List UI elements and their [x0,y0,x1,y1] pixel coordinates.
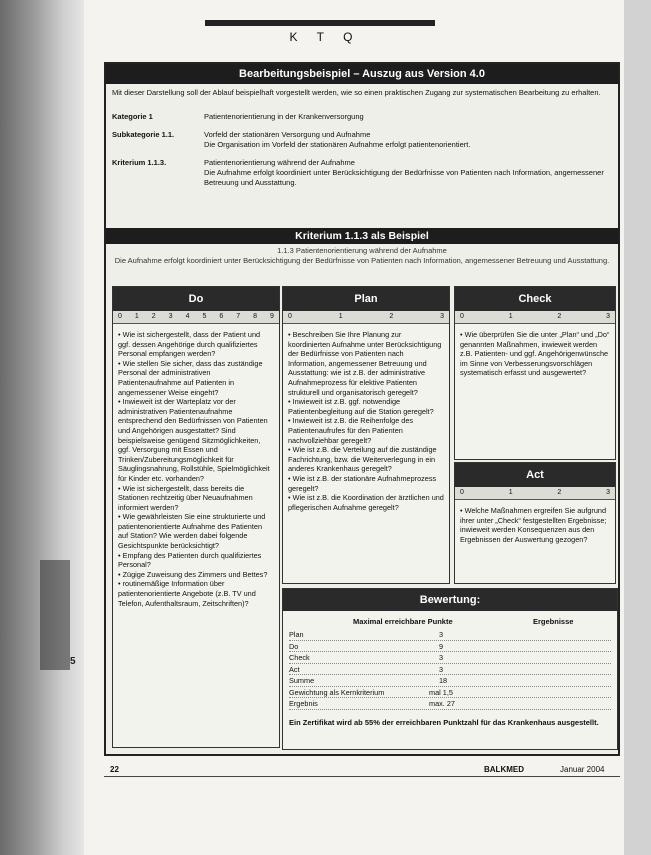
check-title: Check [455,287,615,311]
do-column [112,286,280,748]
row-label: Do [289,641,299,651]
scale-tick: 1 [134,313,139,320]
kategorie-row [106,112,618,122]
plan-title: Plan [283,287,449,311]
scale-tick: 3 [606,313,610,320]
do-questions: • Wie ist sichergestellt, dass der Patient und ggf. dessen Angehörige durch qualifiziertes Personal empfangen werden? • Wie stellen Sie sicher, dass das zuständige Personal der administrativen Patientenaufnahme auf Patienten in angemessener Weise eingeht? • Inwieweit ist der Warteplatz vor der administrativen Patientenaufnahme entsprechend den Bedürfnissen von Patienten und Angehörigen ausgestattet? Sind beispielsweise genügend Sitzmöglichkeiten, ggf. Versorgung mit Essen und Trinken/Zubereitungsmöglichkeit für Säuglingsnahrung, Rollstühle, Spielmöglichkeit für Kinder etc. vorhanden? • Wie ist sichergestellt, dass bereits die Stationen rechtzeitig über Neuaufnahmen informiert werden? • Wie gewährleisten Sie eine strukturierte und patientenorientierte Aufnahme des Patienten auf Station? Wie werden dabei folgende Gesichtspunkte berücksichtigt? • Empfang des Patienten durch qualifiziertes Personal? • Zügige Zuweisung des Zimmers und Bettes? • routinemäßige Information über patientenorientierte Angebote (z.B. TV und Telefon, Aufenthaltsraum, Zeitschriften)? [118,330,270,608]
scale-tick: 2 [557,313,562,320]
bewertung-row [289,698,611,710]
row-value: 3 [439,653,444,662]
scale-tick: 1 [338,313,343,320]
example-box [104,62,620,756]
subkategorie-label: Subkategorie 1.1. [112,130,175,139]
row-label: Gewichtung als Kernkriterium [289,687,385,697]
act-title: Act [455,463,615,487]
bewertung-panel [282,588,618,750]
bewertung-note: Ein Zertifikat wird ab 55% der erreichbaren Punktzahl für das Krankenhaus ausgestellt. [289,717,599,727]
example-title: Kriterium 1.1.3 als Beispiel [106,228,618,244]
row-label: Ergebnis [289,699,318,708]
bewertung-row [289,629,611,641]
check-column [454,286,616,460]
issue-date: Januar 2004 [560,765,605,774]
kategorie-text: Patientenorientierung in der Krankenversorgung [204,112,364,121]
kriterium-text: Patientenorientierung während der Aufnahme Die Aufnahme erfolgt koordiniert unter Berücksichtigung der Bedürfnisse von Patienten nach Information, angemessener Betreuung und Ausstattung. [204,158,604,187]
scale-tick: 0 [460,489,464,496]
row-value: 18 [439,676,448,685]
row-label: Check [289,653,310,662]
page-number: 22 [110,765,119,774]
footer-rule [104,776,620,777]
page-edge [624,0,651,855]
subkategorie-row [106,130,618,150]
bewertung-row [289,664,611,676]
act-scale [455,487,615,500]
scale-tick: 2 [389,313,394,320]
bewertung-row [289,641,611,653]
spine-shadow [40,560,70,670]
running-header: K T Q [289,30,361,44]
scale-tick: 2 [557,489,562,496]
plan-scale [283,311,449,324]
spine-page-number: 5 [70,656,76,667]
book-spine [0,0,84,855]
row-value: 3 [439,630,444,639]
scale-tick: 3 [168,313,173,320]
scale-tick: 0 [118,313,122,320]
row-label: Summe [289,676,315,685]
plan-questions: • Beschreiben Sie Ihre Planung zur koordinierten Aufnahme unter Berücksichtigung der Bedürfnisse von Patienten nach Information, angemessener Betreuung und Ausstattung: wie ist z.B. der administrative Aufnahmeprozess für elektive Patienten strukturell und organisatorisch geregelt? • Inwieweit ist z.B. ggf. notwendige Patientenbegleitung auf die Station geregelt? • Inwieweit ist z.B. die Reihenfolge des Patientenaufrufes für den Patienten nachvollziehbar geregelt? • Wie ist z.B. die Verteilung auf die zuständige Fachrichtung, bzw. die Weiterverlegung in ein anderes Krankenhaus geregelt? • Wie ist z.B. der stationäre Aufnahmeprozess geregelt? • Wie ist z.B. die Koordination der ärztlichen und pflegerischen Aufnahme geregelt? [288,330,444,512]
subkategorie-text: Vorfeld der stationären Versorgung und Aufnahme Die Organisation im Vorfeld der stationären Aufnahme erfolgt patientenorientiert. [204,130,471,149]
bewertung-columns [283,611,617,629]
scale-tick: 8 [253,313,258,320]
scale-tick: 7 [236,313,241,320]
scale-tick: 5 [202,313,207,320]
act-questions: • Welche Maßnahmen ergreifen Sie aufgrund ihrer unter „Check“ festgestellten Ergebnisse; inwieweit werden Konsequenzen aus den Ergebnissen der Auswertung gezogen? [460,506,607,544]
scale-tick: 0 [460,313,464,320]
scale-tick: 9 [270,313,274,320]
scale-tick: 3 [606,489,610,496]
bewertung-title: Bewertung: [283,589,617,611]
col-max-points: Maximal erreichbare Punkte [353,617,453,626]
col-results: Ergebnisse [533,617,574,626]
act-column [454,462,616,584]
row-value: mal 1,5 [429,687,453,697]
scale-tick: 3 [440,313,444,320]
check-scale [455,311,615,324]
intro-text: Mit dieser Darstellung soll der Ablauf beispielhaft vorgestellt werden, wie so einen praktischen Zugang zur systematischen Bearbeitung zu erhalten. [112,88,601,97]
row-value: max. 27 [429,699,455,708]
row-value: 3 [439,664,444,674]
row-label: Act [289,664,300,674]
do-scale [113,311,279,324]
kriterium-label: Kriterium 1.1.3. [112,158,167,167]
scale-tick: 0 [288,313,292,320]
box-title: Bearbeitungsbeispiel – Auszug aus Version 4.0 [106,64,618,84]
scale-tick: 1 [508,489,513,496]
bewertung-row [289,687,611,699]
bewertung-row [289,675,611,687]
bewertung-row [289,652,611,664]
do-title: Do [113,287,279,311]
check-questions: • Wie überprüfen Sie die unter „Plan“ und „Do“ genannten Maßnahmen, inwieweit werden z.B. Patienten- und ggf. Angehörigenwünsche im Sinne von Verbesserungsvorschlägen systematisch erfasst und ausgewertet? [460,330,610,378]
publisher: BALKMED [484,765,524,774]
kriterium-row [106,158,618,188]
header-rule [205,20,435,26]
scale-tick: 4 [185,313,190,320]
plan-column [282,286,450,584]
row-value: 9 [439,641,444,651]
scale-tick: 1 [508,313,513,320]
row-label: Plan [289,630,304,639]
kategorie-label: Kategorie 1 [112,112,153,121]
scale-tick: 2 [151,313,156,320]
example-text: 1.1.3 Patientenorientierung während der Aufnahme Die Aufnahme erfolgt koordiniert unter Berücksichtigung der Bedürfnisse von Patienten nach Information, angemessener Betreuung und Ausstattung. [114,246,610,265]
scale-tick: 6 [219,313,224,320]
